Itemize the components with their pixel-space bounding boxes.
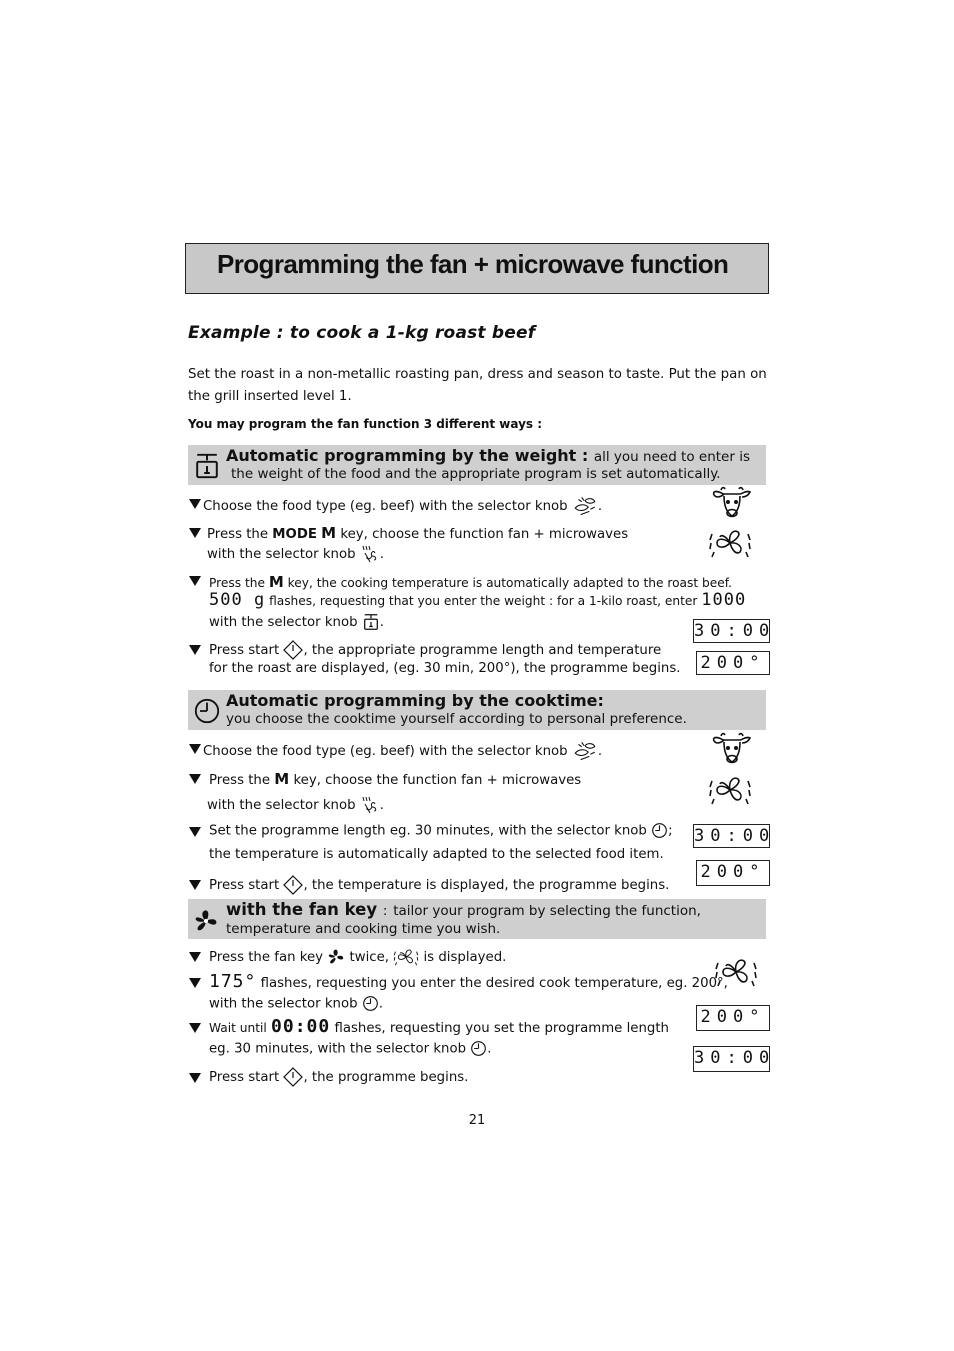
fan-key-section-heading: with the fan key — [226, 900, 378, 919]
weight-section-sub1: all you need to enter is — [593, 449, 750, 465]
step-bullet — [189, 880, 201, 890]
clock-knob-icon — [362, 995, 379, 1012]
step-bullet — [189, 952, 201, 962]
weight-step-3c: with the selector knob . — [209, 615, 384, 630]
mode-label: MODE — [272, 527, 317, 542]
start-icon — [283, 875, 303, 895]
page-number: 21 — [468, 1113, 486, 1128]
weight-step-4b: for the roast are displayed, (eg. 30 min, 200°), the programme begins. — [209, 661, 681, 676]
fan-microwave-knob-icon — [360, 795, 380, 815]
start-icon — [283, 1067, 303, 1087]
weight-step-4a: Press start , the appropriate programme length and temperature — [209, 640, 661, 660]
start-icon — [283, 640, 303, 660]
cow-icon — [710, 486, 754, 520]
weight-section-sub2: the weight of the food and the appropriate program is set automatically. — [231, 466, 721, 482]
temperature-flash-value: 175° — [209, 971, 257, 992]
step-bullet — [189, 1073, 201, 1083]
clock-knob-icon — [651, 822, 668, 839]
weight-step-2b: with the selector knob . — [207, 544, 384, 564]
weight-step-3b: 500 g flashes, requesting that you enter the weight : for a 1-kilo roast, enter 1000 — [209, 590, 747, 610]
cooktime-step-2b: with the selector knob . — [207, 795, 384, 815]
step-bullet — [189, 744, 201, 754]
step-bullet — [189, 978, 201, 988]
weight-section-band — [188, 445, 766, 485]
fan-step-4: Press start , the programme begins. — [209, 1067, 468, 1087]
scale-icon — [193, 452, 221, 480]
display-temperature: 200° — [696, 651, 770, 675]
clock-icon — [193, 697, 221, 725]
intro-paragraph: Set the roast in a non-metallic roasting pan, dress and season to taste. Put the pan on the grill inserted level 1. — [188, 367, 767, 404]
scale-knob-icon — [362, 613, 380, 631]
m-key-label: M — [274, 770, 290, 788]
fan-microwave-knob-icon — [360, 544, 380, 564]
food-knob-icon — [572, 495, 598, 517]
step-bullet — [189, 499, 201, 509]
fan-step-3a: Wait until 00:00 flashes, requesting you set the programme length — [209, 1016, 669, 1037]
display-time: 30:00 — [694, 621, 776, 641]
fan-microwave-small-icon — [393, 947, 419, 967]
cooktime-section-heading: Automatic programming by the cooktime: — [226, 691, 604, 710]
fan-key-section-band: with the fan key : tailor your program by selecting the function, temperature and cooking time you wish. — [188, 899, 766, 939]
weight-entry-value: 1000 — [701, 590, 747, 610]
display-time: 30:00 — [694, 826, 776, 846]
display-temperature: 200° — [696, 1005, 770, 1031]
title-box — [185, 243, 769, 294]
weight-step-1: Choose the food type (eg. beef) with the selector knob . — [203, 495, 602, 517]
page-title: Programming the fan + microwave function — [217, 249, 729, 279]
fan-key-icon — [327, 948, 345, 966]
fan-step-2b: with the selector knob . — [209, 996, 383, 1012]
cooktime-step-3a: Set the programme length eg. 30 minutes, with the selector knob ; — [209, 823, 673, 839]
weight-step-2a: Press the MODE M key, choose the function fan + microwaves — [207, 524, 629, 542]
fan-microwave-icon — [707, 526, 753, 560]
cow-icon — [710, 732, 754, 766]
display-temperature: 200° — [696, 860, 770, 886]
clock-knob-icon — [470, 1040, 487, 1057]
weight-section-heading: Automatic programming by the weight : — [226, 446, 589, 465]
step-bullet — [189, 528, 201, 538]
fan-key-section-sub1: tailor your program by selecting the function, — [393, 903, 701, 919]
example-heading: Example : to cook a 1-kg roast beef — [188, 323, 536, 343]
fan-microwave-icon — [707, 773, 753, 807]
cooktime-step-1: Choose the food type (eg. beef) with the selector knob . — [203, 740, 602, 762]
m-key-label: M — [268, 573, 284, 591]
step-bullet — [189, 774, 201, 784]
cooktime-section-band — [188, 690, 766, 730]
cooktime-step-4: Press start , the temperature is displayed, the programme begins. — [209, 875, 669, 895]
cooktime-section-sub: you choose the cooktime yourself according to personal preference. — [226, 711, 687, 727]
step-bullet — [189, 827, 201, 837]
fan-step-2a: 175° flashes, requesting you enter the desired cook temperature, eg. 200°, — [209, 971, 728, 992]
step-bullet — [189, 1023, 201, 1033]
m-key-label: M — [321, 524, 337, 542]
fan-key-section-sub2: temperature and cooking time you wish. — [226, 921, 501, 937]
step-bullet — [189, 645, 201, 655]
display-time: 30:00 — [693, 1046, 770, 1072]
fan-step-1: Press the fan key twice, is displayed. — [209, 947, 506, 967]
cooktime-step-3b: the temperature is automatically adapted to the selected food item. — [209, 847, 664, 862]
fan-step-3b: eg. 30 minutes, with the selector knob . — [209, 1041, 492, 1057]
weight-display-value: 500 g — [209, 590, 266, 610]
weight-step-3a: Press the M key, the cooking temperature is automatically adapted to the roast beef. — [209, 573, 733, 591]
time-flash-value: 00:00 — [271, 1016, 331, 1037]
step-bullet — [189, 576, 201, 586]
food-knob-icon — [572, 740, 598, 762]
fan-icon — [193, 908, 221, 936]
ways-note: You may program the fan function 3 different ways : — [188, 417, 543, 431]
cooktime-step-2a: Press the M key, choose the function fan + microwaves — [209, 770, 582, 788]
